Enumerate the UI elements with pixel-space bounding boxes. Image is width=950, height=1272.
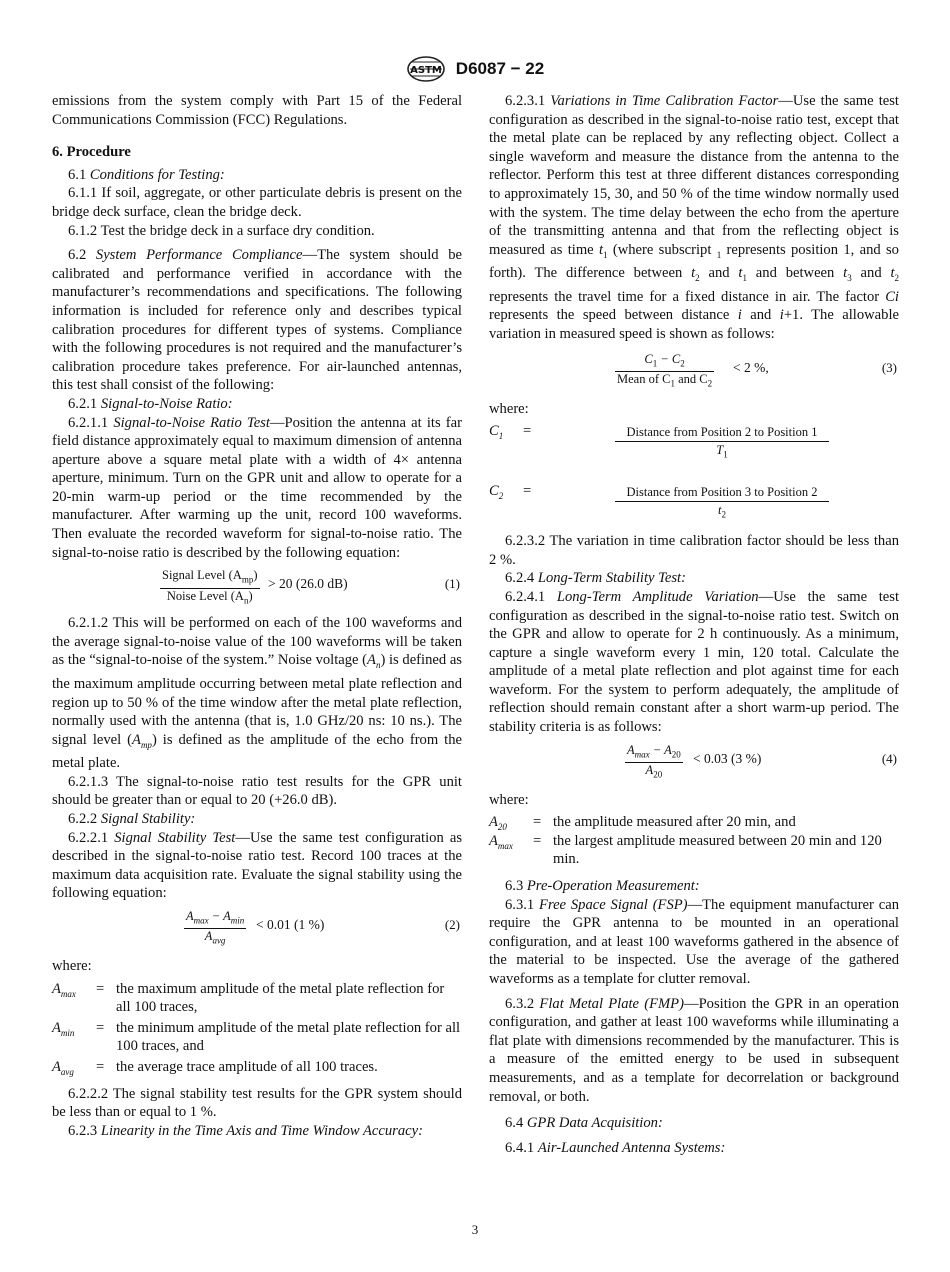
equation-1-rhs: > 20 (26.0 dB) (268, 576, 348, 592)
paragraph-6-2-1-2: 6.2.1.2 This will be performed on each of the 100 waveforms and the average signal-to-noise value of the 100 waveforms will be taken as the “signal-to-noise of the system.” Noise voltage $(A_n)$ is defined as the maximum amplitude occurring between metal plate reflection and region up to 50 % of the time window after the metal plate reflection, normally used with the antenna (that is, 1.0 GHz/20 ns: 10 ns.). The signal level $(A_{mp})$ is defined as the amplitude of the echo from the metal plate. (52, 615, 462, 772)
c2-fraction: Distance from Position 3 to Position 2 $t_2$ (615, 484, 829, 524)
equation-3 (489, 352, 899, 392)
definition-a-20: $A_{20}$ = the amplitude measured after 20 min, and (489, 814, 796, 833)
definition-a-max: $A_{max}$ = the largest amplitude measured between 20 min and 120 min. (489, 832, 882, 868)
equation-4-rhs: < 0.03 (3 %) (693, 750, 762, 766)
paragraph-6-1-1: 6.1.1 If soil, aggregate, or other particulate debris is present on the bridge deck surface, clean the bridge deck. (52, 185, 462, 220)
subsection-6-2-3: 6.2.3 Linearity in the Time Axis and Time Window Accuracy: (68, 1122, 423, 1139)
subsection-6-4-1: 6.4.1 Air-Launched Antenna Systems: (505, 1139, 726, 1156)
definition-a-max: $A_{max}$ = the maximum amplitude of the metal plate reflection for all 100 traces, (52, 980, 445, 1016)
where-label: where: (489, 791, 529, 808)
paragraph-6-2-2-2: 6.2.2.2 The signal stability test results for the GPR system should be less than or equal to 1 %. (52, 1085, 462, 1121)
subsection-6-3: 6.3 Pre-Operation Measurement: (505, 878, 700, 895)
paragraph-6-3-2: 6.3.2 Flat Metal Plate (FMP)—Position the GPR in an operation configuration, and gather at least 100 waveforms while illuminating a flat plate with dimensions recommended by the manufacturer. This is a measure of the emitted energy to be used in subsequent measurements, and as a template for decorrelation or background removal, or both. (489, 995, 899, 1105)
where-label: where: (52, 957, 92, 974)
equation-1 (52, 568, 462, 608)
equation-number: (4) (881, 750, 897, 766)
astm-logo-icon (406, 56, 446, 82)
definition-list (489, 813, 899, 869)
paragraph: emissions from the system comply with Part 15 of the Federal Communications Commission (FCC) Regulations. (52, 93, 462, 128)
paragraph-6-2-2-1: 6.2.2.1 Signal Stability Test—Use the same test configuration as described in the signal-to-noise ratio test. Record 100 traces at the maximum data acquisition rate. Evaluate the signal stability using the following equation: (52, 829, 462, 902)
where-label: where: (489, 400, 529, 417)
equation-4-fraction: $A_{max} - A_{20}$ $A_{20}$ (627, 742, 681, 780)
paragraph-6-3-1: 6.3.1 Free Space Signal (FSP)—The equipment manufacturer can require the GPR antenna to be mounted in an operational configuration, and at least 100 waveforms gathered in the absence of the material to be inspected. Use the average of the gathered waveforms as a template for clutter removal. (489, 896, 899, 987)
paragraph-6-2-3-2: 6.2.3.2 The variation in time calibration factor should be less than 2 %. (489, 533, 899, 568)
equation-1-fraction: Signal Level $(A_{mp})$ Noise Level $(A_n)$ (162, 568, 258, 606)
paragraph-6-2-4-1: 6.2.4.1 Long-Term Amplitude Variation—Use the same test configuration as described in the signal-to-noise ratio test. Switch on the GPR and allow to operate for 2 h continuously. As a minimum, capture a single waveform every 1 min, 120 total. Calculate the amplitude of a metal plate reflection and plot against time for each waveform. For the system to perform adequately, the amplitude of reflection should remain constant after a short warm-up period. The stability criteria is as follows: (489, 588, 900, 736)
equation-number: (1) (444, 576, 460, 592)
svg-text:ASTM: ASTM (409, 65, 442, 76)
definition-c2: $C_2$ = Distance from Position 3 to Position 2 $t_2$ (489, 478, 899, 524)
equation-4 (489, 743, 899, 783)
paragraph-6-2-3-1: 6.2.3.1 Variations in Time Calibration Factor—Use the same test configuration as described in the signal-to-noise ratio test, except that the metal plate can be replaced by any reflecting object. Collect a single waveform and measure the distance from the antenna to the reflector. Perform this test at three different distances corresponding to approximately 15, 30, and 50 % of the time window normally used with the system. The time delay between the echo from the aperture of the transmitting antenna and that from the reflecting object is measured as time $t_1$ (where subscript $_1$ represents position 1, and so forth). The difference between $t_2$ and $t_1$ and between $t_3$ and $t_2$ represents the travel time for a fixed distance in air. The factor Ci represents the speed between distance i and i+1. The allowable variation in measured speed is shown as follows: (489, 93, 900, 342)
equation-3-fraction: $C_1 - C_2$ Mean of $C_1$ and $C_2$ (617, 351, 713, 389)
paragraph-6-2: 6.2 System Performance Compliance—The system should be calibrated and performance verified in accordance with the manufacturer’s recommendations and specifications. The following information is included for reference only and describes typical calibration procedures for different types of systems. Compliance with the following procedures is not required and the manufacturer’s calibration procedure takes preference. For air-launched antennas, this test shall consist of the following: (52, 247, 462, 394)
subsection-6-1: 6.1 Conditions for Testing: (68, 166, 225, 183)
c1-fraction: Distance from Position 2 to Position 1 $T_1$ (615, 424, 829, 464)
equation-2-rhs: < 0.01 (1 %) (256, 916, 325, 932)
paragraph-6-1-2: 6.1.2 Test the bridge deck in a surface dry condition. (68, 222, 375, 239)
subsection-6-2-1: 6.2.1 Signal-to-Noise Ratio: (68, 395, 233, 412)
paragraph-6-2-1-3: 6.2.1.3 The signal-to-noise ratio test results for the GPR unit should be greater than or equal to 20 (+26.0 dB). (52, 773, 462, 809)
paragraph-6-2-1-1: 6.2.1.1 Signal-to-Noise Ratio Test—Position the antenna at its far field distance approximately equal to maximum dimension of antenna aperture above a square metal plate with a width of 4× antenna aperture, minimum. Turn on the GPR unit and allow to operate for a 20-min warm-up period or the time recommended by the manufacturer. After warming up the unit, record 100 waveforms. Then evaluate the recorded waveform for signal-to-noise ratio. The signal-to-noise ratio is described by the following equation: (52, 414, 463, 561)
left-column (52, 92, 462, 1140)
equation-3-rhs: < 2 %, (733, 359, 769, 375)
subsection-6-2-4: 6.2.4 Long-Term Stability Test: (505, 570, 686, 587)
right-column (489, 92, 899, 1157)
page-header (0, 56, 950, 82)
equation-2 (52, 909, 462, 949)
definition-list (52, 980, 462, 1077)
equation-2-fraction: $A_{max} - A_{min}$ $A_{avg}$ (186, 908, 245, 946)
subsection-6-2-2: 6.2.2 Signal Stability: (68, 811, 196, 827)
definition-c1: $C_1$ = Distance from Position 2 to Position 1 $T_1$ (489, 418, 899, 464)
equation-number: (3) (881, 359, 897, 375)
section-heading: 6. Procedure (52, 144, 131, 161)
definition-a-min: $A_{min}$ = the minimum amplitude of the metal plate reflection for all 100 traces, and (52, 1019, 461, 1055)
definition-a-avg: $A_{avg}$ = the average trace amplitude of all 100 traces. (52, 1058, 378, 1077)
subsection-6-4: 6.4 GPR Data Acquisition: (505, 1115, 663, 1132)
equation-number: (2) (444, 916, 460, 932)
document-designation: D6087 − 22 (455, 59, 545, 78)
page-number: 3 (471, 1222, 479, 1237)
